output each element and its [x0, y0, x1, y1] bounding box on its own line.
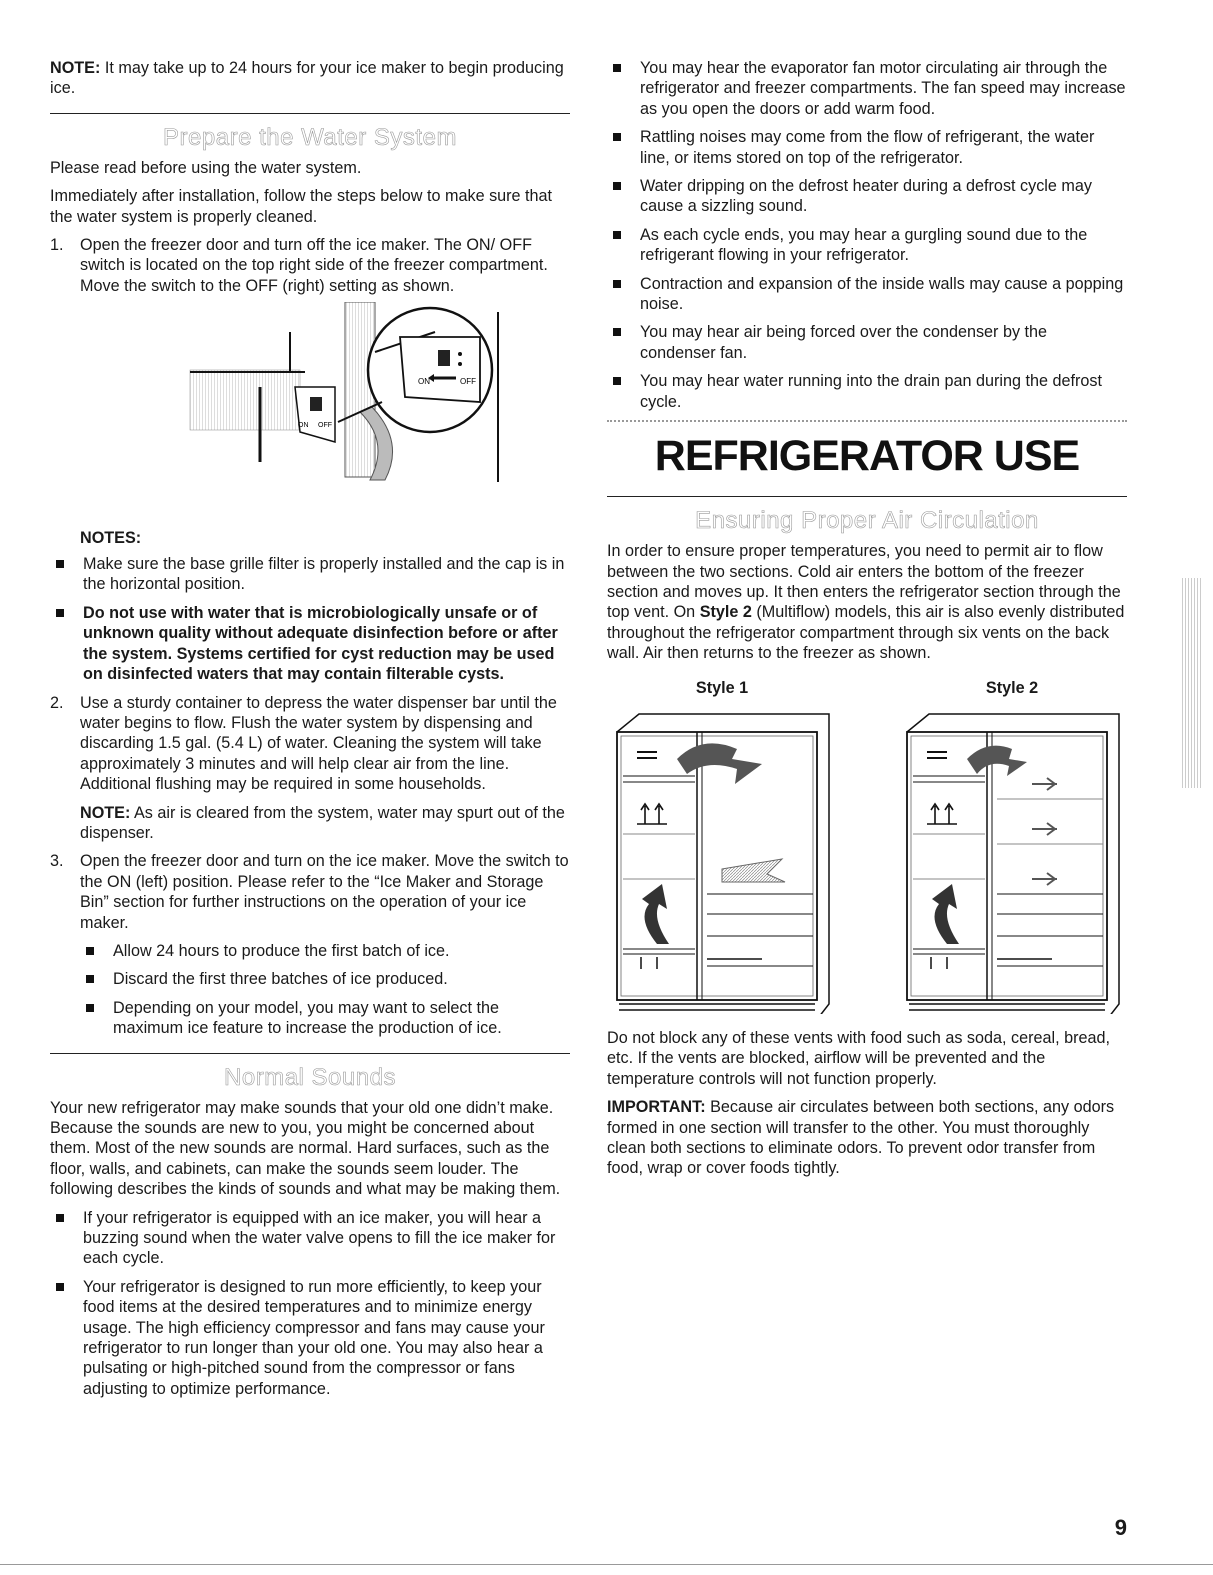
step-3 — [50, 851, 570, 1038]
language-side-tab — [1176, 578, 1206, 788]
style-1-label: Style 1 — [695, 678, 749, 697]
ice-maker-note: NOTE: It may take up to 24 hours for your ice maker to begin producing ice. — [50, 59, 564, 98]
off-label: OFF — [318, 422, 332, 430]
list-item: You may hear the evaporator fan motor circulating air through the refrigerator and freezer compartments. The fan speed may increase as you open the doors or add warm food. — [607, 58, 1127, 119]
step-3-bullets — [80, 941, 570, 1039]
step-number: 2. — [50, 693, 64, 712]
divider — [50, 113, 570, 114]
on-label: ON — [298, 422, 309, 430]
step-2-note: NOTE: As air is cleared from the system, water may spurt out of the dispenser. — [80, 803, 565, 842]
off-label-zoom: OFF — [460, 377, 476, 387]
bottom-rule — [0, 1564, 1213, 1565]
list-item: Contraction and expansion of the inside walls may cause a popping noise. — [607, 274, 1127, 315]
step-1 — [50, 235, 570, 684]
list-item: Allow 24 hours to produce the first batch of ice. — [80, 941, 570, 961]
list-item: Discard the first three batches of ice produced. — [80, 969, 570, 989]
sounds-list-left — [50, 1208, 570, 1400]
paragraph-sounds: Your new refrigerator may make sounds that your old one didn’t make. Because the sounds are new to you, you might be concerned about them. Most of the new sounds are normal. Hard surfaces, such as the floor, walls, and cabinets, can make the sounds seem louder. The following describes the kinds of sounds and what may be making them. — [50, 1098, 561, 1199]
step-number: 1. — [50, 236, 64, 255]
style-labels — [607, 678, 1127, 698]
important-note: IMPORTANT: Because air circulates between both sections, any odors formed in one section will transfer to the other. You must thoroughly clean both sections to eliminate odors. To prevent odor transfer from food, wrap or cover foods tightly. — [607, 1098, 1115, 1178]
page-number: 9 — [1114, 1515, 1127, 1540]
paragraph-read-before: Please read before using the water system. — [50, 158, 362, 177]
ice-maker-switch-illustration — [160, 302, 600, 502]
steps-list — [50, 235, 570, 1039]
paragraph-do-not-block: Do not block any of these vents with food such as soda, cereal, bread, etc. If the vents are blocked, airflow will be prevented and the temperature controls will not function properly. — [607, 1028, 1111, 1088]
on-label-zoom: ON — [418, 377, 430, 387]
style-2-label: Style 2 — [985, 678, 1039, 697]
notes-list — [50, 554, 570, 684]
divider — [50, 1053, 570, 1054]
list-item: You may hear water running into the drain pan during the defrost cycle. — [607, 371, 1127, 412]
list-item: Water dripping on the defrost heater during a defrost cycle may cause a sizzling sound. — [607, 176, 1127, 217]
section-title-water-system: Prepare the Water System — [163, 123, 457, 151]
dotted-divider — [607, 420, 1127, 422]
page-title: REFRIGERATOR USE — [654, 432, 1080, 481]
section-title-normal-sounds: Normal Sounds — [224, 1063, 396, 1091]
paragraph-after-installation: Immediately after installation, follow the steps below to make sure that the water system is properly cleaned. — [50, 187, 553, 226]
sounds-list-right — [607, 58, 1127, 412]
style-figures — [607, 704, 1127, 1014]
list-item: As each cycle ends, you may hear a gurgling sound due to the refrigerant flowing in your refrigerator. — [607, 225, 1127, 266]
step-text: Open the freezer door and turn on the ice maker. Move the switch to the ON (left) position. Please refer to the “Ice Maker and Storage Bin” section for further instructions on the operation of your ice maker. — [80, 852, 569, 932]
left-column — [50, 58, 570, 1407]
list-item: Your refrigerator is designed to run more efficiently, to keep your food items at the desired temperatures and to minimize energy usage. The high efficiency compressor and fans may cause your refrigerator to run longer than your old one. You may also hear a pulsating or high-pitched sound from the compressor or fans adjusting to optimize performance. — [50, 1277, 570, 1399]
list-item: Rattling noises may come from the flow of refrigerant, the water line, or items stored on top of the refrigerator. — [607, 127, 1127, 168]
step-text: Use a sturdy container to depress the water dispenser bar until the water begins to flow. Flush the water system by dispensing and discarding 1.5 gal. (5.4 L) of water. Cleaning the system will take approximately 3 minutes and will help clear air from the line. Additional flushing may be required in some households. — [80, 693, 557, 794]
style-1-airflow-diagram — [607, 704, 837, 1014]
style-2-airflow-diagram — [897, 704, 1127, 1014]
notes-heading: NOTES: — [80, 528, 142, 547]
note-grille-filter: Make sure the base grille filter is properly installed and the cap is in the horizontal position. — [50, 554, 570, 595]
step-text: Open the freezer door and turn off the ice maker. The ON/ OFF switch is located on the top right side of the freezer compartment. Move the switch to the OFF (right) setting as shown. — [80, 236, 548, 295]
step-number: 3. — [50, 852, 64, 871]
divider — [607, 496, 1127, 497]
list-item: If your refrigerator is equipped with an ice maker, you will hear a buzzing sound when the water valve opens to fill the ice maker for each cycle. — [50, 1208, 570, 1269]
list-item: Depending on your model, you may want to select the maximum ice feature to increase the production of ice. — [80, 998, 570, 1039]
section-title-air-circulation: Ensuring Proper Air Circulation — [695, 507, 1039, 535]
list-item: You may hear air being forced over the condenser by the condenser fan. — [607, 322, 1127, 363]
paragraph-air-circulation: In order to ensure proper temperatures, you need to permit air to flow between the two sections. Cold air enters the bottom of the freezer section and moves up. It then enters the refrigerator section through the top vent. On Style 2 (Multiflow) models, this air is also evenly distributed throughout the refrigerator compartment through six vents on the back wall. Air then returns to the freezer as shown. — [607, 542, 1125, 663]
right-column — [607, 58, 1127, 1187]
note-water-warning: Do not use with water that is microbiologically unsafe or of unknown quality without adequate disinfection before or after the system. Systems certified for cyst reduction may be used on disinfected waters that may contain filterable cysts. — [50, 603, 570, 685]
step-2 — [50, 693, 570, 844]
